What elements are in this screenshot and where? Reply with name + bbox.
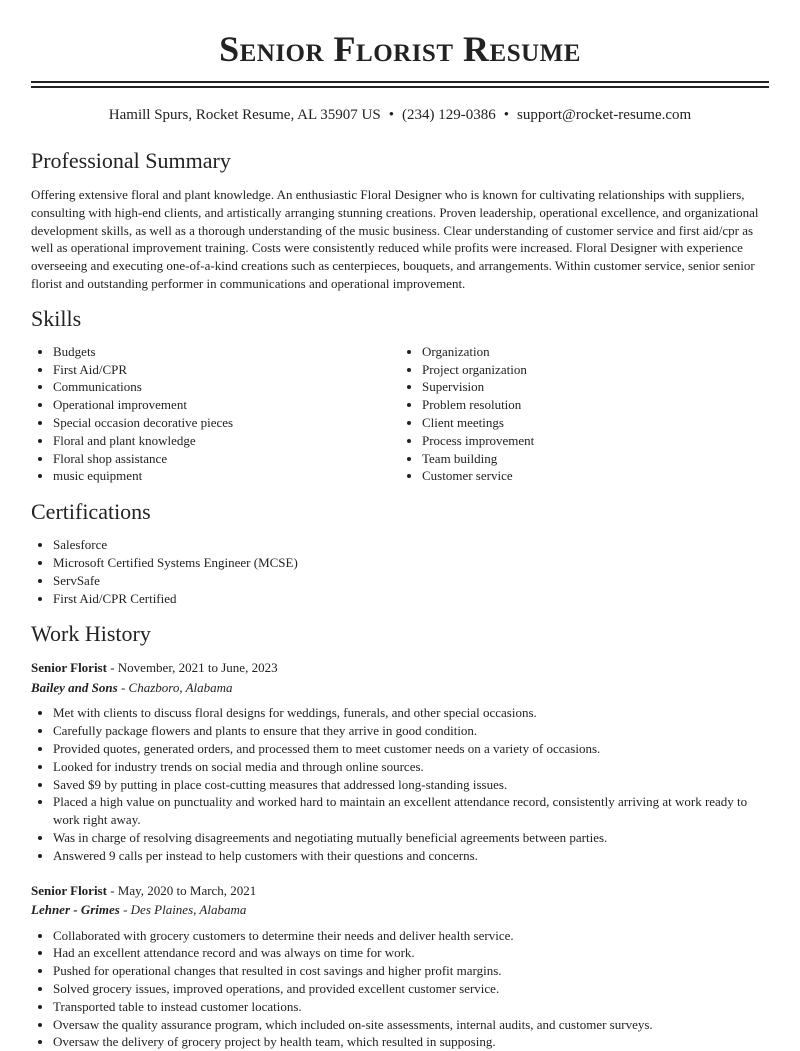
job-duties-list — [31, 704, 769, 864]
job-duty: • Met with clients to discuss floral designs for weddings, funerals, and other special occasions. — [53, 704, 769, 722]
skill-item: • Special occasion decorative pieces — [53, 414, 400, 432]
contact-address: Hamill Spurs, Rocket Resume, AL 35907 US — [108, 107, 381, 123]
certification-item: • Salesforce — [53, 536, 769, 554]
job-title-line — [31, 881, 769, 901]
skills-list-right — [400, 343, 769, 485]
job-duty: • Was in charge of resolving disagreements and negotiating mutually beneficial agreements between parties. — [53, 829, 769, 847]
job-title: Senior Florist — [31, 882, 107, 898]
job-entry — [31, 658, 769, 864]
job-duty: • Carefully package flowers and plants to ensure that they arrive in good condition. — [53, 722, 769, 740]
skills-columns — [31, 343, 769, 485]
job-duty: • Placed a high value on punctuality and worked hard to maintain an excellent attendance record, consistently arriving at work ready to work right away. — [53, 793, 769, 829]
skill-item: • Budgets — [53, 343, 400, 361]
summary-heading: Professional Summary — [31, 148, 231, 173]
job-duty: • Transported table to instead customer locations. — [53, 998, 769, 1016]
skills-list-left — [31, 343, 400, 485]
header-divider-bottom — [31, 86, 769, 88]
job-dates: - November, 2021 to June, 2023 — [106, 660, 278, 676]
skill-item: • Client meetings — [422, 414, 769, 432]
skill-item: • Floral shop assistance — [53, 450, 400, 468]
job-company-line — [31, 900, 769, 920]
skill-item: • Project organization — [422, 361, 769, 379]
job-duty: • Looked for industry trends on social media and through online sources. — [53, 758, 769, 776]
skill-item: • music equipment — [53, 467, 400, 485]
skill-item: • Team building — [422, 450, 769, 468]
job-entry — [31, 881, 769, 1051]
job-duty: • Had an excellent attendance record and was always on time for work. — [53, 944, 769, 962]
contact-phone: (234) 129-0386 — [402, 107, 496, 123]
contact-email[interactable]: support@rocket-resume.com — [517, 107, 692, 123]
job-duty: • Collaborated with grocery customers to determine their needs and deliver health service. — [53, 927, 769, 945]
job-company: Lehner - Grimes — [31, 902, 120, 918]
header-divider-top — [31, 81, 769, 83]
job-dates: - May, 2020 to March, 2021 — [106, 882, 257, 898]
skill-item: • First Aid/CPR — [53, 361, 400, 379]
job-duty: • Provided quotes, generated orders, and processed them to meet customer needs on a variety of occasions. — [53, 740, 769, 758]
page-title: Senior Florist Resume — [219, 29, 581, 69]
job-company-line — [31, 678, 769, 698]
skill-item: • Operational improvement — [53, 396, 400, 414]
skill-item: • Floral and plant knowledge — [53, 432, 400, 450]
contact-line — [31, 105, 769, 125]
skill-item: • Process improvement — [422, 432, 769, 450]
skill-item: • Organization — [422, 343, 769, 361]
certification-item: • First Aid/CPR Certified — [53, 590, 769, 608]
job-duty: • Oversaw the delivery of grocery project by health team, which resulted in supposing. — [53, 1033, 769, 1051]
certification-item: • Microsoft Certified Systems Engineer (MCSE) — [53, 554, 769, 572]
skills-heading: Skills — [31, 305, 82, 331]
skill-item: • Supervision — [422, 378, 769, 396]
job-location: - Chazboro, Alabama — [117, 679, 233, 695]
job-duty: • Oversaw the quality assurance program, which included on-site assessments, internal audits, and customer surveys. — [53, 1016, 769, 1034]
skill-item: • Problem resolution — [422, 396, 769, 414]
contact-separator: • — [388, 107, 394, 123]
job-duty: • Answered 9 calls per instead to help customers with their questions and concerns. — [53, 847, 769, 865]
job-title: Senior Florist — [31, 660, 107, 676]
summary-text: Offering extensive floral and plant knowledge. An enthusiastic Floral Designer who is known for cultivating relationships with suppliers, consulting with high-end clients, and artistically arranging stunning creations. Proven leadership, operational excellence, and organizational development skills, as well as a thorough understanding of the music business. Clear understanding of customer service and first aid/cpr as well as operational improvement training. Costs were consistently reduced while profits were increased. Floral Designer with experience overseeing and executing one-of-a-kind creations such as centerpieces, bouquets, and arrangements. Within customer service, senior senior florist and outstanding performer in communications and operational improvement. — [31, 187, 759, 291]
job-duty: • Saved $9 by putting in place cost-cutting measures that addressed long-standing issues. — [53, 776, 769, 794]
job-duty: • Pushed for operational changes that resulted in cost savings and higher profit margins. — [53, 962, 769, 980]
certifications-list — [31, 536, 769, 607]
contact-separator: • — [503, 107, 510, 123]
work-history-heading: Work History — [31, 621, 151, 647]
skill-item: • Customer service — [422, 467, 769, 485]
job-location: - Des Plaines, Alabama — [119, 902, 247, 918]
certifications-heading: Certifications — [31, 499, 151, 525]
job-duties-list — [31, 927, 769, 1051]
job-title-line — [31, 658, 769, 678]
certification-item: • ServSafe — [53, 572, 769, 590]
job-duty: • Solved grocery issues, improved operations, and provided excellent customer service. — [53, 980, 769, 998]
skill-item: • Communications — [53, 378, 400, 396]
job-company: Bailey and Sons — [31, 679, 118, 695]
